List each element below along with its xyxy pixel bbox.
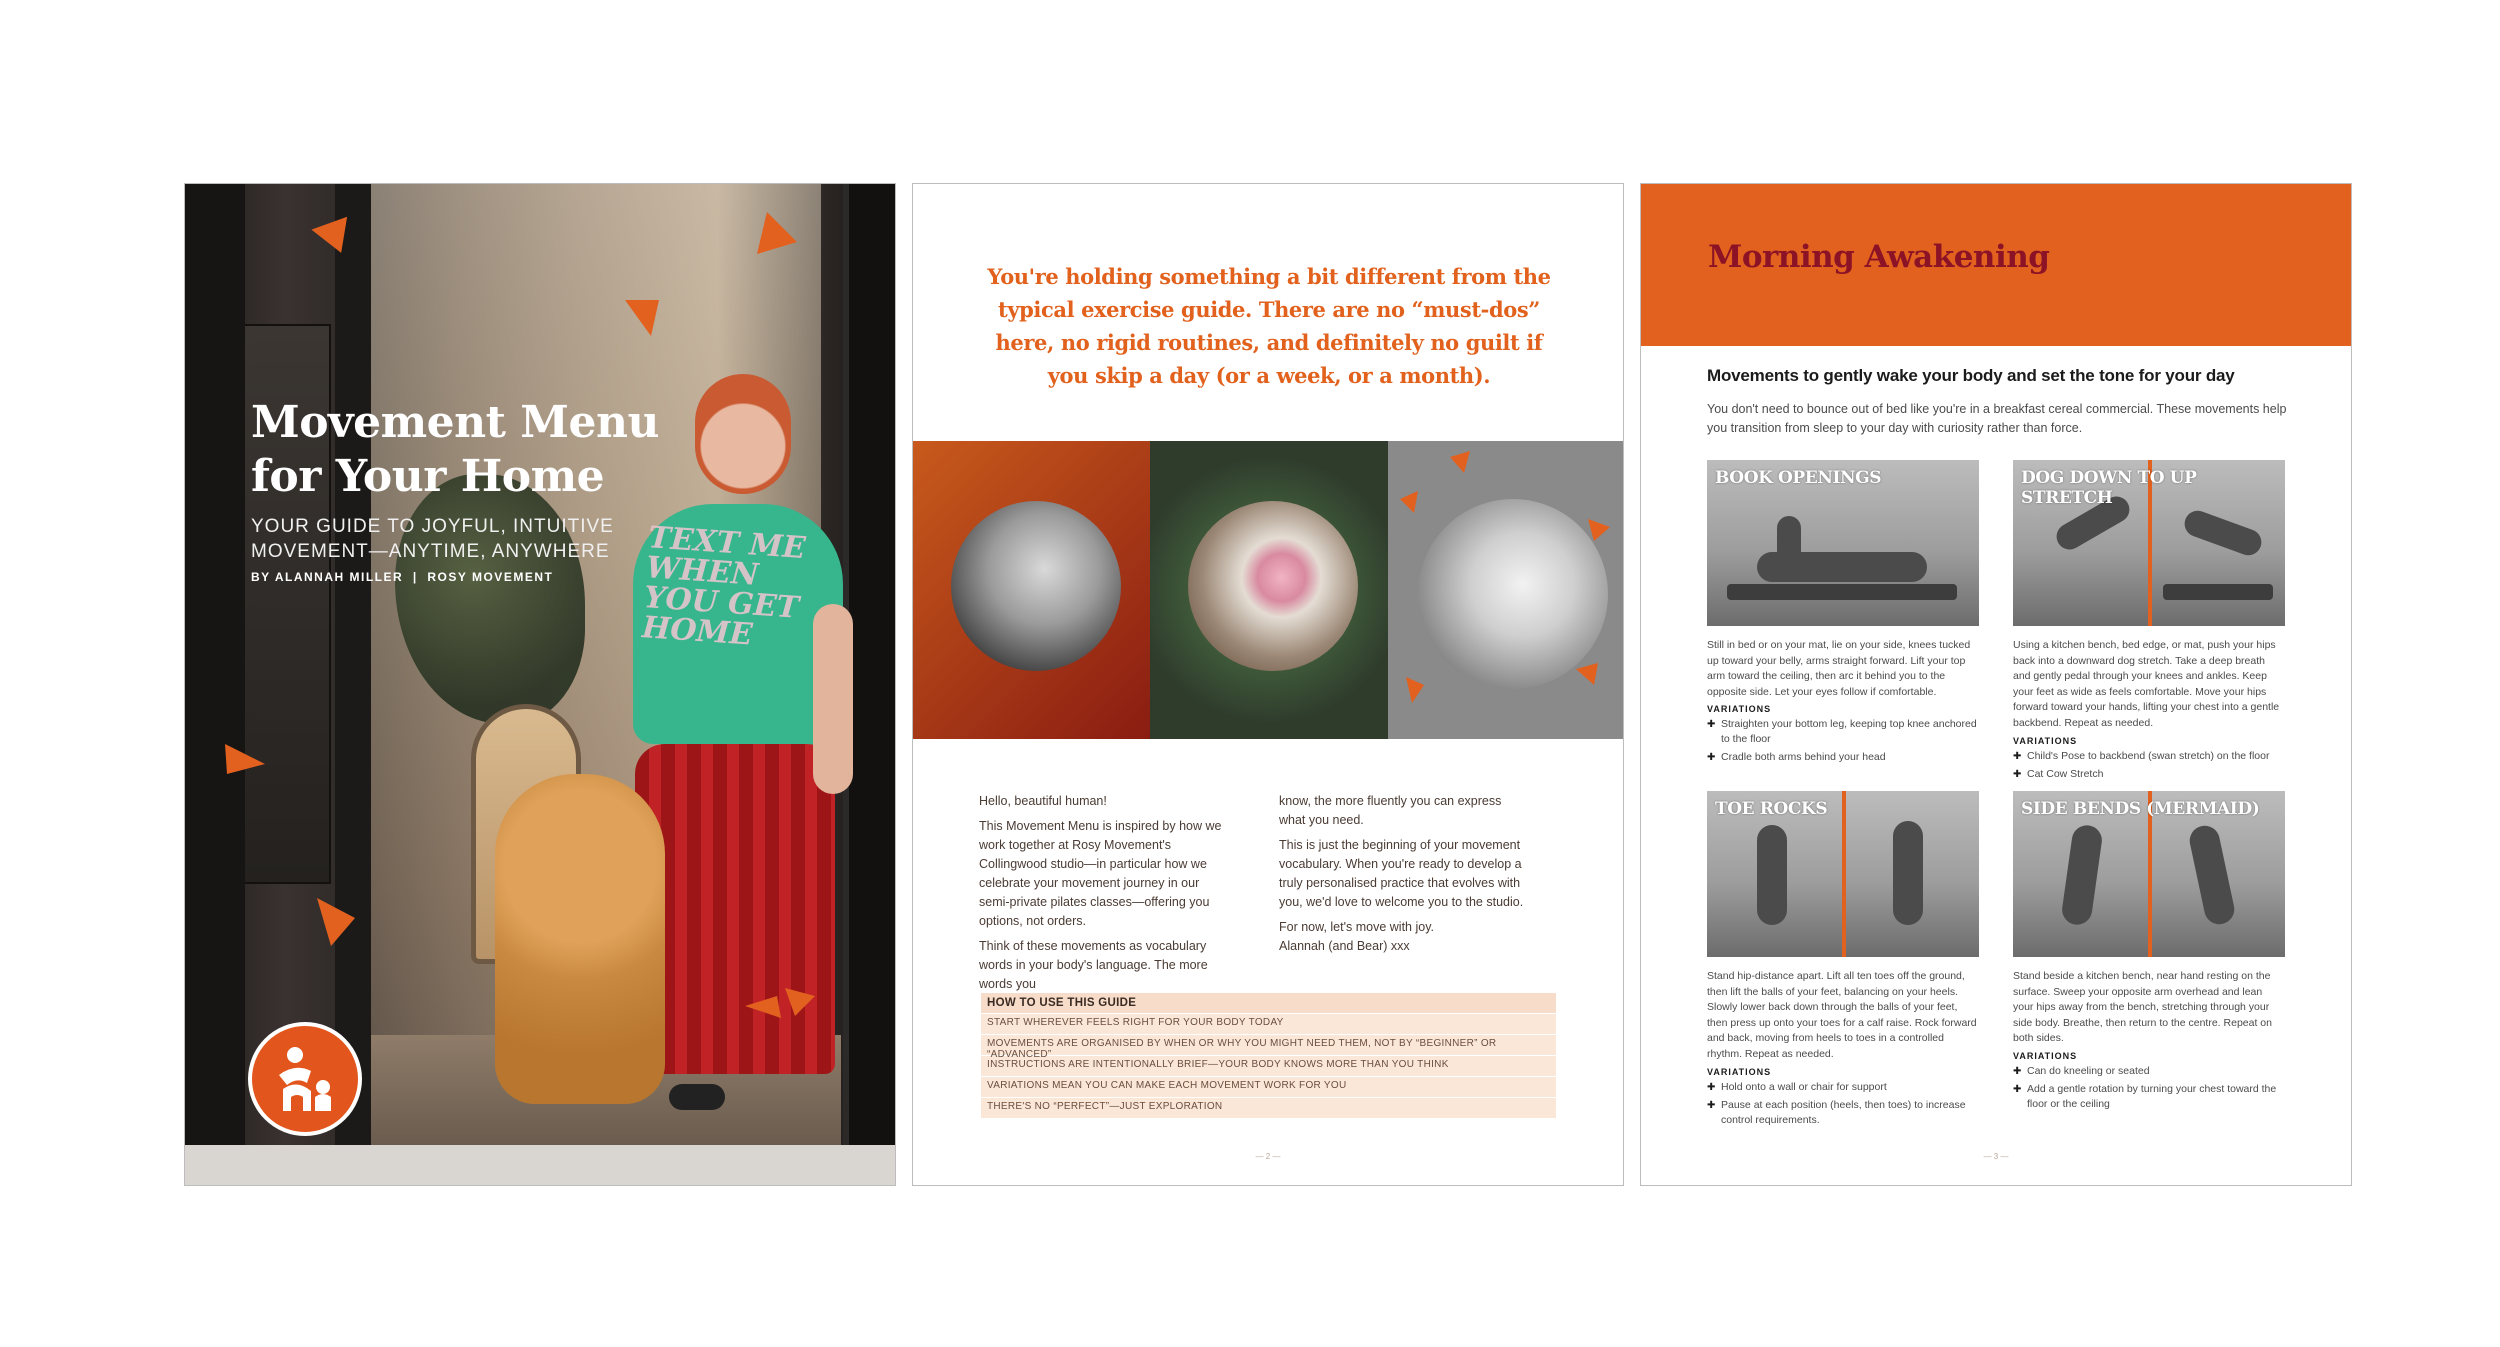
variation-item: ✚ Straighten your bottom leg, keeping top knee anchored to the floor: [1707, 717, 1979, 747]
exercise-card-side-bends-mermaid: [2013, 791, 2285, 1112]
cover-subtitle-line-1: YOUR GUIDE TO JOYFUL, INTUITIVE: [251, 516, 614, 537]
photo-smiling-woman: [1388, 441, 1624, 739]
exercise-name: SIDE BENDS (MERMAID): [2021, 799, 2260, 819]
triangle-decoration: [317, 898, 355, 946]
cover-title: [251, 396, 671, 504]
exercise-photo: [1707, 791, 1979, 957]
exercise-description: Stand hip-distance apart. Lift all ten toes off the ground, then lift the balls of your feet, balancing on your heels. Slowly lower back down through the balls of your feet, then press up onto your toes for a calf raise. Rock forward and back, moving from heels to toes in a controlled rhythm. Repeat as needed.: [1707, 970, 1977, 1060]
how-to-use-title: HOW TO USE THIS GUIDE: [981, 993, 1556, 1013]
how-to-use-item: INSTRUCTIONS ARE INTENTIONALLY BRIEF—YOUR BODY KNOWS MORE THAN YOU THINK: [981, 1055, 1556, 1076]
variation-item: ✚ Cat Cow Stretch: [2013, 767, 2285, 782]
photo-circle-crop: [1188, 501, 1358, 671]
variation-item: ✚ Add a gentle rotation by turning your chest toward the floor or the ceiling: [2013, 1082, 2285, 1112]
triangle-decoration: [625, 300, 659, 336]
cover-subtitle-line-2: MOVEMENT—ANYTIME, ANYWHERE: [251, 541, 610, 562]
exercise-photo: [1707, 460, 1979, 626]
intro-letter-left-column: [979, 792, 1229, 1000]
exercise-name: TOE ROCKS: [1715, 799, 1828, 819]
exercise-description: Still in bed or on your mat, lie on your side, knees tucked up toward your belly, arms straight forward. Lift your top arm toward the ceiling, then arc it behind you to the opposite side. Let your eyes follow if comfortable.: [1707, 639, 1971, 698]
variations-label: VARIATIONS: [2013, 1050, 2078, 1061]
logo-figure-icon: [267, 1041, 343, 1117]
intro-paragraph: This Movement Menu is inspired by how we work together at Rosy Movement's Collingwood studio—in particular how we celebrate your movement journey in our semi-private pilates classes—offering you options, not orders.: [979, 819, 1222, 928]
morning-awakening-page: [1640, 183, 2352, 1186]
how-to-use-item: START WHEREVER FEELS RIGHT FOR YOUR BODY TODAY: [981, 1013, 1556, 1034]
exercise-card-dog-down-to-up-stretch: [2013, 460, 2285, 782]
triangle-decoration: [1450, 451, 1470, 473]
triangle-decoration: [1406, 677, 1424, 703]
section-intro: You don't need to bounce out of bed like you're in a breakfast cereal commercial. These movements help you transition from sleep to your day with curiosity rather than force.: [1707, 402, 2287, 435]
triangle-decoration: [1400, 491, 1418, 513]
intro-paragraph: know, the more fluently you can express what you need.: [1279, 794, 1502, 827]
how-to-use-item: VARIATIONS MEAN YOU CAN MAKE EACH MOVEMENT WORK FOR YOU: [981, 1076, 1556, 1097]
exercise-description: Using a kitchen bench, bed edge, or mat, push your hips back into a downward dog stretch. Take a deep breath and gently pedal through your knees and ankles. Keep your feet as wide as feels comfortable. Move your hips forward toward your hands, lifting your chest into a gentle backbend. Repeat as needed.: [2013, 639, 2280, 729]
triangle-decoration: [785, 988, 815, 1016]
intro-signature: Alannah (and Bear) xxx: [1279, 939, 1410, 953]
page-number: — 2 —: [1255, 1152, 1281, 1161]
intro-paragraph: This is just the beginning of your movement vocabulary. When you're ready to develop a truly personalised practice that evolves with you, we'd love to welcome you to the studio.: [1279, 838, 1524, 909]
variation-item: ✚ Cradle both arms behind your head: [1707, 750, 1979, 765]
exercise-description: Stand beside a kitchen bench, near hand resting on the surface. Sweep your opposite arm overhead and lean your hips away from the bench, stretching through your side body. Breathe, then return to the centre. Repeat on both sides.: [2013, 970, 2272, 1045]
photo-figure-arm: [1777, 516, 1801, 566]
photo-divider: [1842, 791, 1846, 957]
triangle-decoration: [745, 996, 781, 1018]
exercise-card-book-openings: [1707, 460, 1979, 765]
page-number: — 3 —: [1983, 1152, 2009, 1161]
cover-byline: BY ALANNAH MILLER | ROSY MOVEMENT: [251, 570, 554, 584]
variation-item: ✚ Pause at each position (heels, then toes) to increase control requirements.: [1707, 1098, 1979, 1128]
exercise-card-toe-rocks: [1707, 791, 1979, 1128]
cover-title-line-1: Movement Menu: [251, 397, 659, 448]
photo-figure: [2060, 823, 2104, 926]
triangle-decoration: [1588, 519, 1610, 541]
photo-figure: [1757, 825, 1787, 925]
intro-signoff: For now, let's move with joy.: [1279, 920, 1434, 934]
photo-figure: [1893, 821, 1923, 925]
cover-photo-shirt-text: TEXT ME WHEN YOU GET HOME: [640, 520, 807, 653]
exercise-name: DOG DOWN TO UP STRETCH: [2021, 468, 2197, 508]
photo-circle-crop: [951, 501, 1121, 671]
photo-triangle-decorations: [1388, 441, 1624, 739]
photo-mat: [1727, 584, 1957, 600]
photo-strip: [913, 441, 1624, 739]
cover-page: [184, 183, 896, 1186]
section-title: Morning Awakening: [1708, 239, 2050, 275]
variation-item: ✚ Hold onto a wall or chair for support: [1707, 1080, 1979, 1095]
exercise-name: BOOK OPENINGS: [1715, 468, 1882, 488]
exercise-photo: [2013, 460, 2285, 626]
how-to-use-item: THERE'S NO “PERFECT”—JUST EXPLORATION: [981, 1097, 1556, 1118]
triangle-decoration: [311, 217, 358, 260]
cover-subtitle: [251, 514, 671, 564]
variations-label: VARIATIONS: [2013, 735, 2078, 746]
rosy-movement-logo-icon: [248, 1022, 362, 1136]
intro-paragraph: Think of these movements as vocabulary words in your body's language. The more words you: [979, 939, 1208, 991]
intro-letter-right-column: [1279, 792, 1529, 962]
variations-label: VARIATIONS: [1707, 704, 1772, 715]
variation-item: ✚ Can do kneeling or seated: [2013, 1064, 2285, 1079]
how-to-use-box: [981, 993, 1556, 1118]
triangle-decoration: [1576, 663, 1598, 685]
triangle-decoration: [225, 744, 265, 774]
cover-title-line-2: for Your Home: [251, 451, 605, 502]
variations-label: VARIATIONS: [1707, 1066, 1772, 1077]
photo-mat: [2163, 584, 2273, 600]
photo-walking-legs: [913, 441, 1150, 739]
photo-studio-stretch: [1150, 441, 1387, 739]
intro-page: [912, 183, 1624, 1186]
section-subtitle: Movements to gently wake your body and set the tone for your day: [1707, 366, 2235, 385]
photo-figure: [2181, 507, 2265, 559]
triangle-decoration: [757, 212, 797, 254]
exercise-photo: [2013, 791, 2285, 957]
how-to-use-item: MOVEMENTS ARE ORGANISED BY WHEN OR WHY YOU MIGHT NEED THEM, NOT BY “BEGINNER” OR “ADVANCED”: [981, 1034, 1556, 1055]
intro-greeting: Hello, beautiful human!: [979, 794, 1107, 808]
intro-quote: You're holding something a bit different from the typical exercise guide. There are no “must-dos” here, no rigid routines, and definitely no guilt if you skip a day (or a week, or a month).: [987, 264, 1551, 388]
variation-item: ✚ Child's Pose to backbend (swan stretch) on the floor: [2013, 749, 2285, 764]
photo-figure: [2187, 823, 2237, 927]
